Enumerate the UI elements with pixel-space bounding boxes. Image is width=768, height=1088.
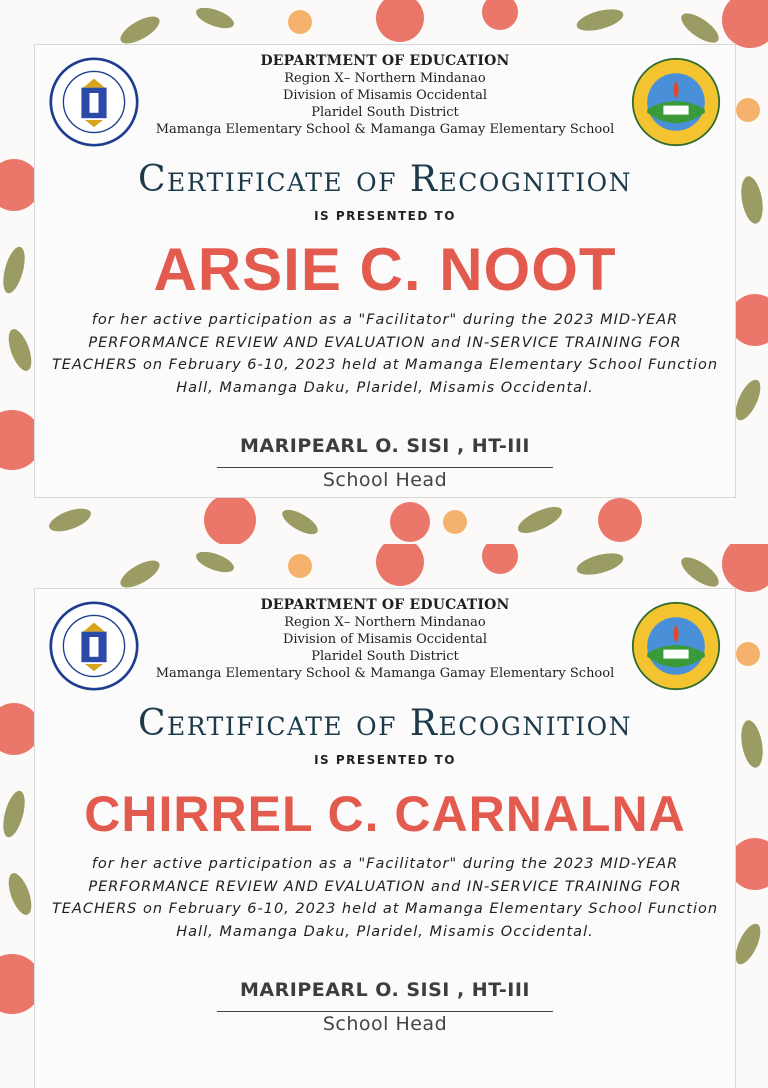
region-name: Region X– Northern Mindanao bbox=[284, 71, 486, 86]
certificate-title: Certificate of Recognition bbox=[137, 703, 633, 744]
district-name: Plaridel South District bbox=[311, 105, 459, 120]
department-name: DEPARTMENT OF EDUCATION bbox=[260, 597, 510, 613]
signer-name: MARIPEARL O. SISI , HT-III bbox=[240, 979, 530, 1001]
certificate-card bbox=[34, 44, 736, 498]
header-block bbox=[35, 53, 735, 138]
recipient-name: CHIRREL C. CARNALNA bbox=[84, 786, 686, 842]
certificate-body: for her active participation as a "Facilitator" during the 2023 MID-YEAR PERFORMANCE REVIEW AND EVALUATION and IN-SERVICE TRAINING FOR TEACHERS on February 6-10, 2023 held at Mamanga Elementary School Function Hall, Mamanga Daku, Plaridel, Misamis Occidental. bbox=[51, 856, 719, 940]
header-block bbox=[35, 597, 735, 682]
school-names: Mamanga Elementary School & Mamanga Gamay Elementary School bbox=[155, 122, 615, 137]
district-name: Plaridel South District bbox=[311, 649, 459, 664]
signer-role: School Head bbox=[322, 469, 448, 491]
department-name: DEPARTMENT OF EDUCATION bbox=[260, 53, 510, 69]
division-name: Division of Misamis Occidental bbox=[282, 88, 488, 103]
signer-name: MARIPEARL O. SISI , HT-III bbox=[240, 435, 530, 457]
signature-line bbox=[217, 1011, 553, 1012]
school-names: Mamanga Elementary School & Mamanga Gamay Elementary School bbox=[155, 666, 615, 681]
presented-to-label: IS PRESENTED TO bbox=[314, 209, 456, 223]
region-name: Region X– Northern Mindanao bbox=[284, 615, 486, 630]
presented-to-label: IS PRESENTED TO bbox=[314, 753, 456, 767]
signature-line bbox=[217, 467, 553, 468]
certificate-title: Certificate of Recognition bbox=[137, 159, 633, 200]
signer-role: School Head bbox=[322, 1013, 448, 1035]
certificate-body: for her active participation as a "Facilitator" during the 2023 MID-YEAR PERFORMANCE REVIEW AND EVALUATION and IN-SERVICE TRAINING FOR TEACHERS on February 6-10, 2023 held at Mamanga Elementary School Function Hall, Mamanga Daku, Plaridel, Misamis Occidental. bbox=[51, 312, 719, 396]
certificate-card bbox=[34, 588, 736, 1088]
recipient-name: ARSIE C. NOOT bbox=[153, 236, 617, 303]
division-name: Division of Misamis Occidental bbox=[282, 632, 488, 647]
certificate-2 bbox=[0, 544, 768, 1088]
